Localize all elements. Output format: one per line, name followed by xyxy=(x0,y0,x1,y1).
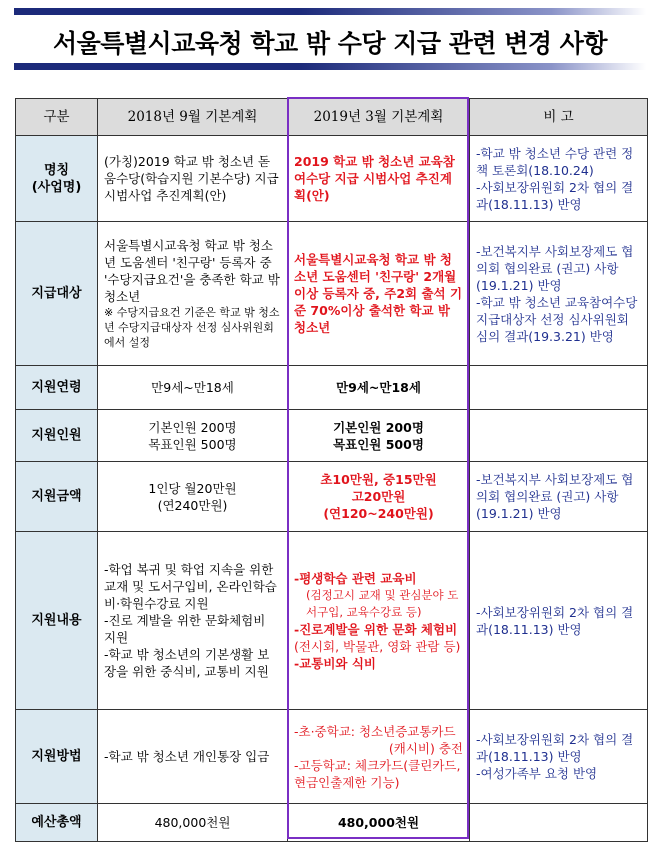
row-header-people: 지원인원 xyxy=(16,410,98,462)
name-plan2018: (가칭)2019 학교 밖 청소년 돋움수당(학습지원 기본수당) 지급 시범사업 추진계획(안) xyxy=(98,136,288,222)
content-plan2019: -평생학습 관련 교육비 (검정고시 교재 및 관심분야 도서구입, 교육수강료 등) -진로계발을 위한 문화 체험비(전시회, 박물관, 영화 관람 등) -교통비와 식비 xyxy=(288,532,470,710)
comparison-table xyxy=(15,98,648,842)
budget-plan2018: 480,000천원 xyxy=(98,804,288,842)
age-plan2018: 만9세~만18세 xyxy=(98,366,288,410)
amount-plan2019: 초10만원, 중15만원 고20만원 (연120~240만원) xyxy=(288,462,470,532)
row-age xyxy=(16,366,648,410)
age-plan2019: 만9세~만18세 xyxy=(288,366,470,410)
banner-top-bar xyxy=(14,8,646,15)
method-plan2019: -초·중학교: 청소년증교통카드 (캐시비) 충전 -고등학교: 체크카드(클린카드, 현금인출제한 기능) xyxy=(288,710,470,804)
row-header-age: 지원연령 xyxy=(16,366,98,410)
budget-plan2019: 480,000천원 xyxy=(288,804,470,842)
method-plan2018: -학교 밖 청소년 개인통장 입금 xyxy=(98,710,288,804)
name-remarks: -학교 밖 청소년 수당 관련 정책 토론회(18.10.24) -사회보장위원회 2차 협의 결과(18.11.13) 반영 xyxy=(470,136,648,222)
row-budget xyxy=(16,804,648,842)
content-plan2018: -학업 복귀 및 학업 지속을 위한 교재 및 도서구입비, 온라인학습비·학원수강료 지원 -진로 계발을 위한 문화체험비 지원 -학교 밖 청소년의 기본생활 보장을 위한 중식비, 교통비 지원 xyxy=(98,532,288,710)
people-plan2018: 기본인원 200명 목표인원 500명 xyxy=(98,410,288,462)
row-header-method: 지원방법 xyxy=(16,710,98,804)
banner-bottom-bar xyxy=(14,63,646,70)
content-remarks: -사회보장위원회 2차 협의 결과(18.11.13) 반영 xyxy=(470,532,648,710)
header-remarks: 비 고 xyxy=(470,99,648,136)
people-remarks xyxy=(470,410,648,462)
people-plan2019: 기본인원 200명 목표인원 500명 xyxy=(288,410,470,462)
header-category: 구분 xyxy=(16,99,98,136)
name-plan2019: 2019 학교 밖 청소년 교육참여수당 지급 시범사업 추진계획(안) xyxy=(288,136,470,222)
header-row xyxy=(16,99,648,136)
target-plan2018: 서울특별시교육청 학교 밖 청소년 도움센터 '친구랑' 등록자 중 '수당지급요건'을 충족한 학교 밖 청소년 ※ 수당지급요건 기준은 학교 밖 청소년 수당지급대상자 선정 심사위원회에서 설정 xyxy=(98,222,288,366)
target-plan2019: 서울특별시교육청 학교 밖 청소년 도움센터 '친구랑' 2개월 이상 등록자 중, 주2회 출석 기준 70%이상 출석한 학교 밖 청소년 xyxy=(288,222,470,366)
row-target xyxy=(16,222,648,366)
row-name xyxy=(16,136,648,222)
header-plan-2018: 2018년 9월 기본계획 xyxy=(98,99,288,136)
amount-remarks: -보건복지부 사회보장제도 협의회 협의완료 (권고) 사항(19.1.21) 반영 xyxy=(470,462,648,532)
header-plan-2019: 2019년 3월 기본계획 xyxy=(288,99,470,136)
row-amount xyxy=(16,462,648,532)
row-content xyxy=(16,532,648,710)
method-remarks: -사회보장위원회 2차 협의 결과(18.11.13) 반영 -여성가족부 요청 반영 xyxy=(470,710,648,804)
budget-remarks xyxy=(470,804,648,842)
row-header-budget: 예산총액 xyxy=(16,804,98,842)
row-header-target: 지급대상 xyxy=(16,222,98,366)
row-people xyxy=(16,410,648,462)
row-header-amount: 지원금액 xyxy=(16,462,98,532)
row-method xyxy=(16,710,648,804)
target-remarks: -보건복지부 사회보장제도 협의회 협의완료 (권고) 사항(19.1.21) 반영 -학교 밖 청소년 교육참여수당 지급대상자 선정 심사위원회 심의 결과(19.3.21) 반영 xyxy=(470,222,648,366)
age-remarks xyxy=(470,366,648,410)
row-header-name: 명칭 (사업명) xyxy=(16,136,98,222)
row-header-content: 지원내용 xyxy=(16,532,98,710)
page-title: 서울특별시교육청 학교 밖 수당 지급 관련 변경 사항 xyxy=(52,29,608,58)
amount-plan2018: 1인당 월20만원 (연240만원) xyxy=(98,462,288,532)
title-banner xyxy=(14,8,646,70)
